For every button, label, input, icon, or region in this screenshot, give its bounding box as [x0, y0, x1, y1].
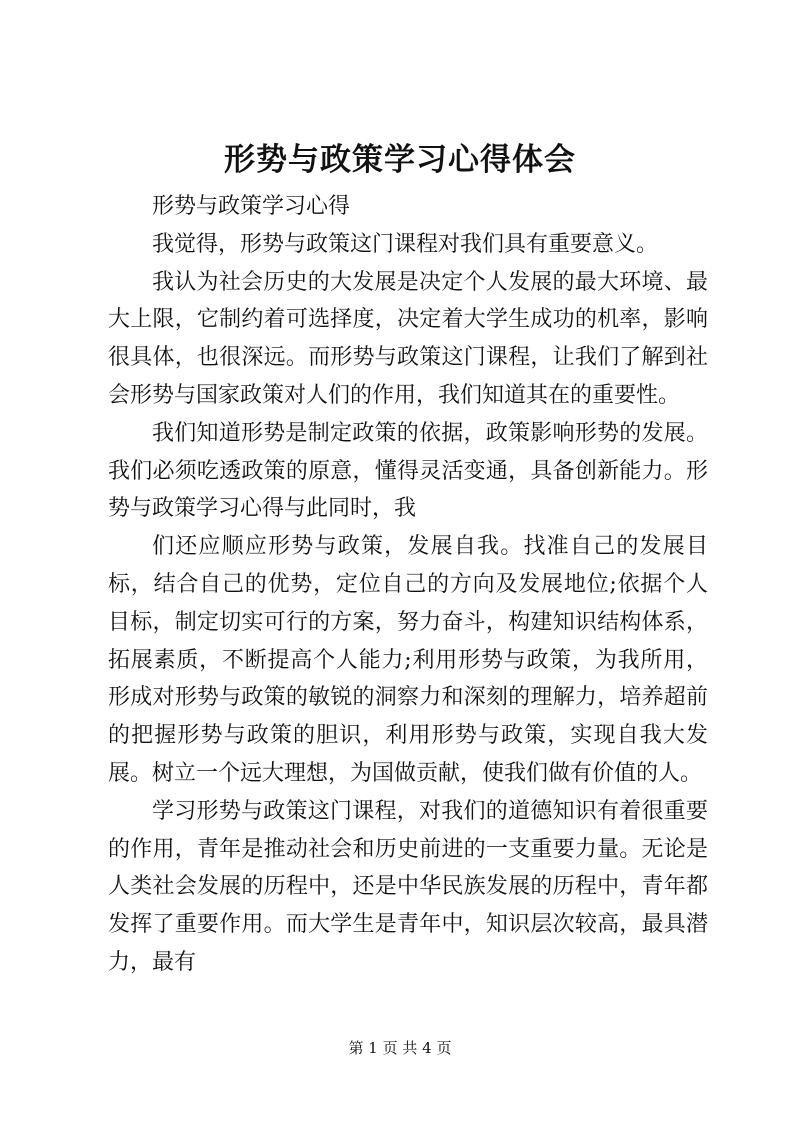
paragraph: 我觉得，形势与政策这门课程对我们具有重要意义。	[152, 231, 659, 257]
paragraph: 们还应顺应形势与政策，发展自我。找准自己的发展目标，结合自己的优势，定位自己的方向及发展地位;依据个人目标，制定切实可行的方案，努力奋斗，构建知识结构体系，拓展素质，不断提高个人能力;利用形势与政策，为我所用，形成对形势与政策的敏锐的洞察力和深刻的理解力，培养超前的把握形势与政策的胆识，利用形势与政策，实现自我大发展。树立一个远大理想，为国做贡献，使我们做有价值的人。	[108, 534, 708, 786]
paragraph: 我认为社会历史的大发展是决定个人发展的最大环境、最大上限，它制约着可选择度，决定着大学生成功的机率，影响很具体，也很深远。而形势与政策这门课程，让我们了解到社会形势与国家政策对人们的作用，我们知道其在的重要性。	[108, 269, 708, 408]
paragraph: 学习形势与政策这门课程，对我们的道德知识有着很重要的作用，青年是推动社会和历史前进的一支重要力量。无论是人类社会发展的历程中，还是中华民族发展的历程中，青年都发挥了重要作用。而大学生是青年中，知识层次较高，最具潜力，最有	[108, 798, 708, 975]
document-body	[108, 188, 708, 982]
paragraph-subtitle: 形势与政策学习心得	[152, 194, 351, 219]
document-title: 形势与政策学习心得体会	[224, 142, 576, 178]
page-number-footer: 第 1 页 共 4 页	[348, 1039, 452, 1057]
paragraph: 我们知道形势是制定政策的依据，政策影响形势的发展。我们必须吃透政策的原意，懂得灵活变通，具备创新能力。形势与政策学习心得与此同时，我	[108, 420, 708, 522]
